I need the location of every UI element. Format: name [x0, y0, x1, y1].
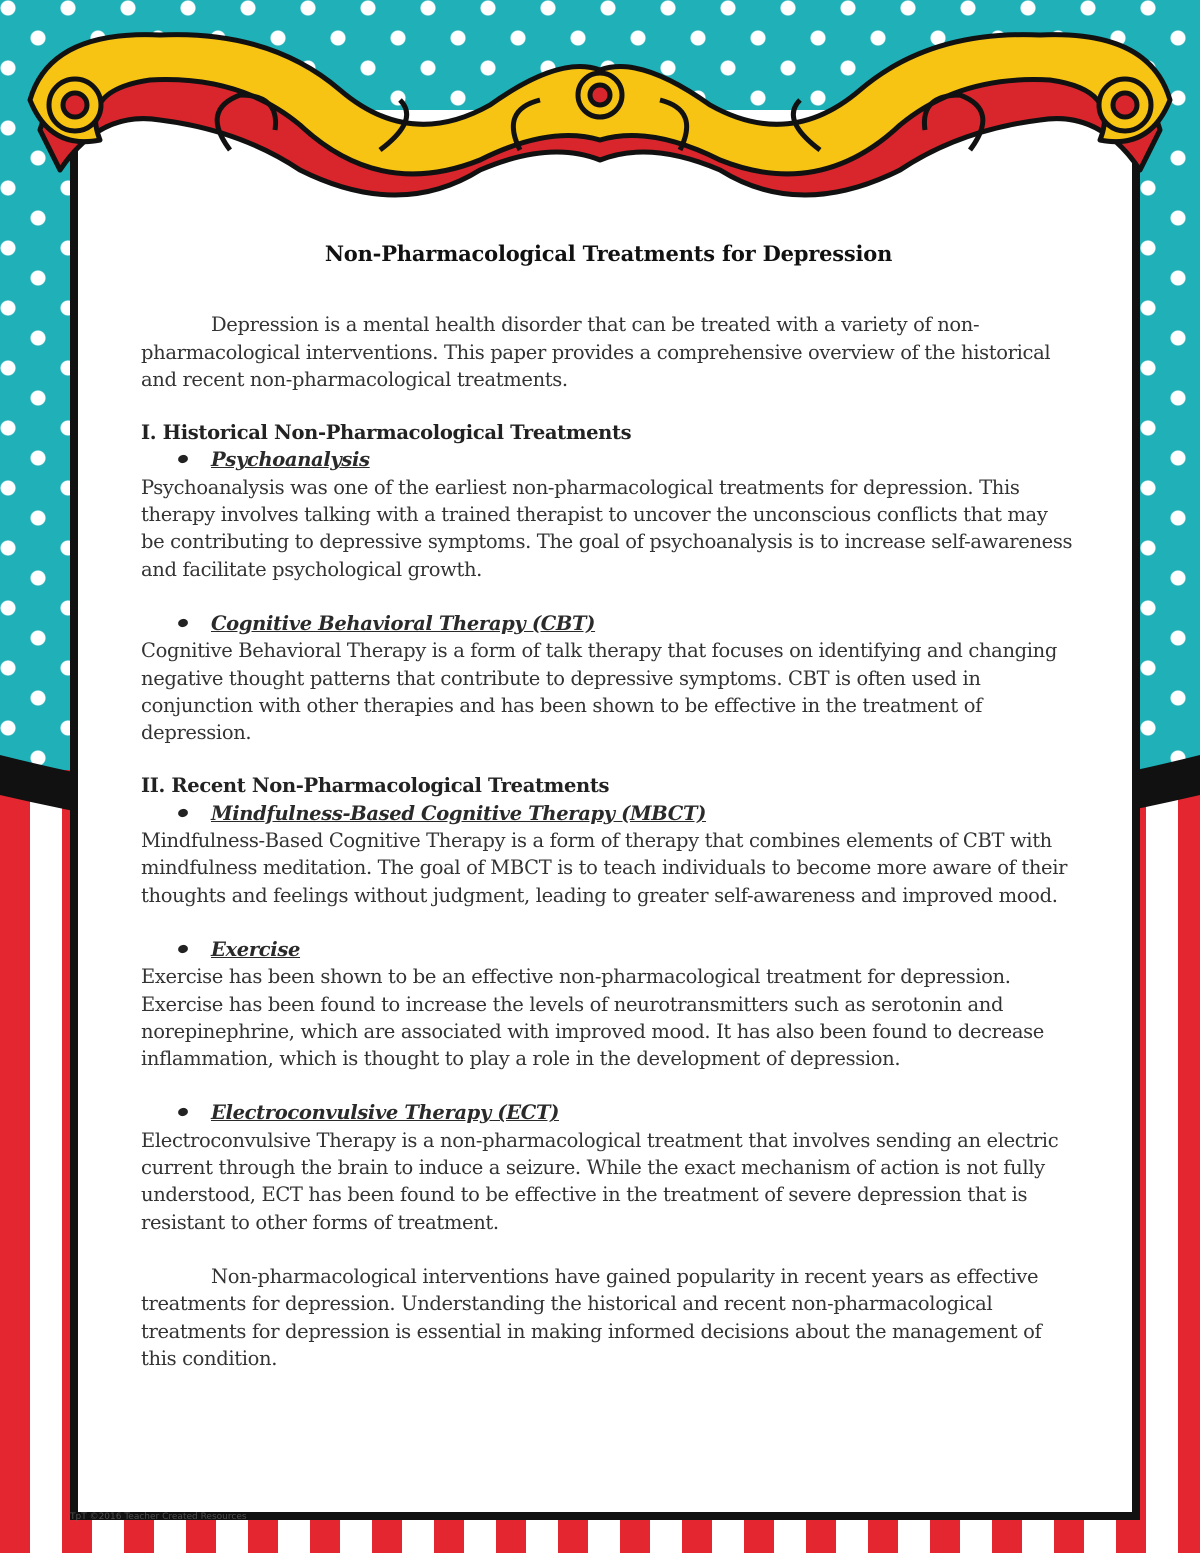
item-label-mbct: Mindfulness-Based Cognitive Therapy (MBCT) [211, 801, 706, 825]
document-body [141, 232, 1076, 1372]
item-text-exercise: Exercise has been shown to be an effective non-pharmacological treatment for depression. Exercise has been found to increase the levels of neurotransmitters such as serotonin and norepinephrine, which are associated with improved mood. It has also been found to decrease inflammation, which is thought to play a role in the development of depression. [141, 965, 1044, 1071]
bullet-icon [177, 454, 189, 464]
list-item [141, 1099, 1076, 1126]
ornamental-scroll-header [0, 0, 1200, 220]
list-item [141, 800, 1076, 827]
section-heading-historical: I. Historical Non-Pharmacological Treatments [141, 421, 632, 445]
bullet-icon [177, 1107, 189, 1117]
bullet-icon [177, 808, 189, 818]
conclusion-paragraph: Non-pharmacological interventions have gained popularity in recent years as effective treatments for depression. Understanding the historical and recent non-pharmacological treatments for depression is essential in making informed decisions about the management of this condition. [141, 1264, 1042, 1370]
item-text-psychoanalysis: Psychoanalysis was one of the earliest non-pharmacological treatments for depression. This therapy involves talking with a trained therapist to uncover the unconscious conflicts that may be contributing to depressive symptoms. The goal of psychoanalysis is to increase self-awareness and facilitate psychological growth. [141, 475, 1073, 581]
item-label-cbt: Cognitive Behavioral Therapy (CBT) [211, 611, 596, 635]
intro-paragraph: Depression is a mental health disorder that can be treated with a variety of non-pharmacological interventions. This paper provides a comprehensive overview of the historical and recent non-pharmacological treatments. [141, 313, 1051, 391]
item-label-exercise: Exercise [211, 937, 301, 961]
copyright-footer: TpT ©2016 Teacher Created Resources [70, 1512, 247, 1522]
item-label-ect: Electroconvulsive Therapy (ECT) [211, 1101, 559, 1125]
item-text-mbct: Mindfulness-Based Cognitive Therapy is a form of therapy that combines elements of CBT with mindfulness meditation. The goal of MBCT is to teach individuals to become more aware of their thoughts and feelings without judgment, leading to greater self-awareness and improved mood. [141, 829, 1068, 907]
item-label-psychoanalysis: Psychoanalysis [211, 448, 370, 472]
page-title: Non-Pharmacological Treatments for Depression [324, 241, 893, 266]
section-heading-recent: II. Recent Non-Pharmacological Treatments [141, 774, 610, 798]
bullet-icon [177, 618, 189, 628]
item-text-ect: Electroconvulsive Therapy is a non-pharmacological treatment that involves sending an electric current through the brain to induce a seizure. While the exact mechanism of action is not fully understood, ECT has been found to be effective in the treatment of severe depression that is resistant to other forms of treatment. [141, 1128, 1059, 1234]
list-item [141, 446, 1076, 473]
item-text-cbt: Cognitive Behavioral Therapy is a form of talk therapy that focuses on identifying and changing negative thought patterns that contribute to depressive symptoms. CBT is often used in conjunction with other therapies and has been shown to be effective in the treatment of depression. [141, 639, 1058, 745]
bullet-icon [177, 944, 189, 954]
list-item [141, 936, 1076, 963]
list-item [141, 610, 1076, 637]
